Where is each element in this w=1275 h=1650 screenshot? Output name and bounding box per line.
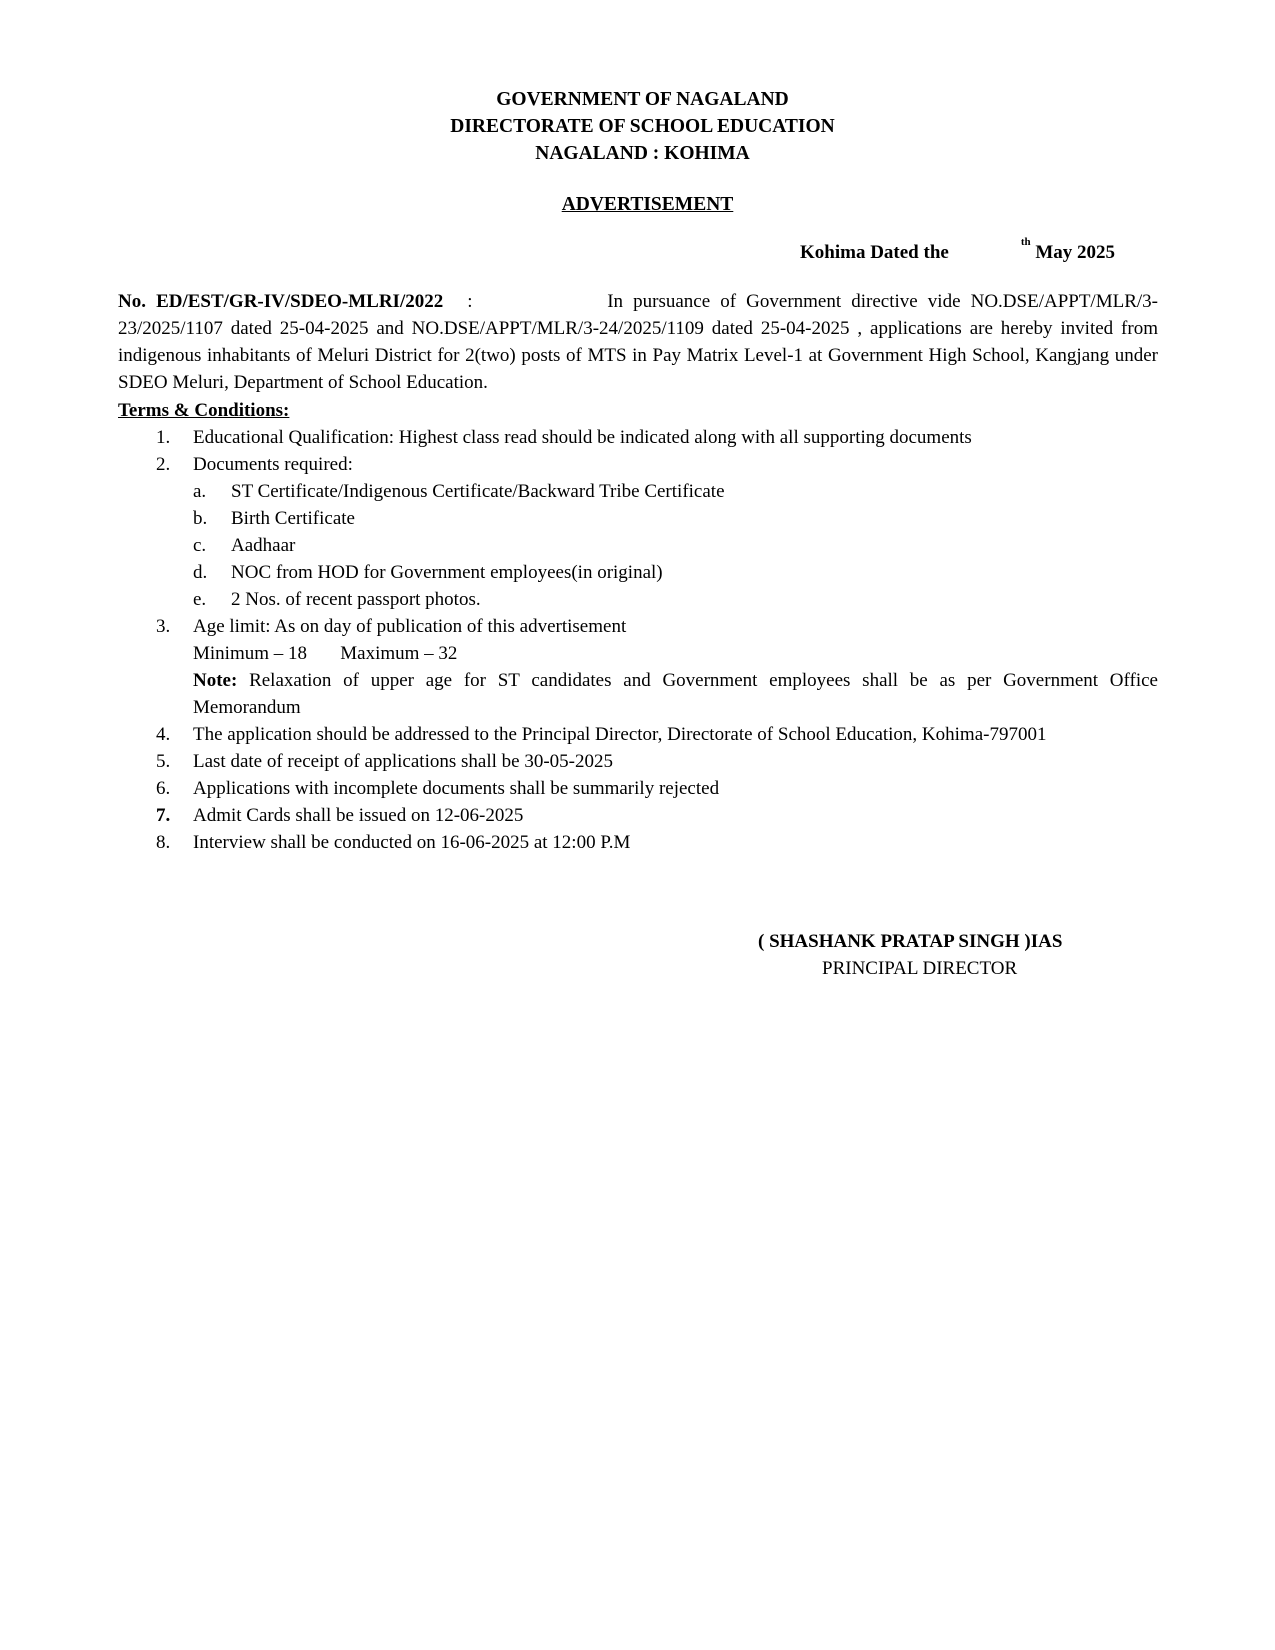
term-text: Admit Cards shall be issued on 12-06-2025 <box>193 805 524 826</box>
age-minimum: Minimum – 18 <box>193 643 308 664</box>
term-number: 5. <box>156 751 171 772</box>
terms-list <box>118 424 1158 856</box>
document-text: Aadhaar <box>231 535 296 556</box>
documents-list <box>193 478 1158 613</box>
term-item-6 <box>118 775 1158 802</box>
header-location: NAGALAND : KOHIMA <box>535 143 750 164</box>
note-label: Note: <box>193 670 238 691</box>
term-item-3 <box>118 613 1158 721</box>
signatory-title: PRINCIPAL DIRECTOR <box>822 958 1018 979</box>
term-text: Last date of receipt of applications shall be 30-05-2025 <box>193 751 613 772</box>
age-maximum: Maximum – 32 <box>340 643 458 664</box>
term-item-7 <box>118 802 1158 829</box>
intro-paragraph <box>118 288 1158 396</box>
term-number: 7. <box>156 805 171 826</box>
term-item-2 <box>118 451 1158 613</box>
document-item-e <box>193 586 1158 613</box>
reference-number: No. ED/EST/GR-IV/SDEO-MLRI/2022 <box>118 291 444 312</box>
term-number: 3. <box>156 616 171 637</box>
document-item-c <box>193 532 1158 559</box>
term-number: 2. <box>156 454 171 475</box>
term-item-5 <box>118 748 1158 775</box>
signatory-name: ( SHASHANK PRATAP SINGH )IAS <box>758 931 1063 952</box>
term-number: 8. <box>156 832 171 853</box>
term-number: 1. <box>156 427 171 448</box>
term-text: Educational Qualification: Highest class read should be indicated along with all supporting documents <box>193 427 972 448</box>
document-text: Birth Certificate <box>231 508 355 529</box>
term-item-4 <box>118 721 1158 748</box>
document-text: NOC from HOD for Government employees(in original) <box>231 562 663 583</box>
term-item-1 <box>118 424 1158 451</box>
date-ordinal-suffix: th <box>1020 236 1031 248</box>
document-letter: e. <box>193 589 207 610</box>
document-item-b <box>193 505 1158 532</box>
term-text: Interview shall be conducted on 16-06-2025 at 12:00 P.M <box>193 832 631 853</box>
term-number: 6. <box>156 778 171 799</box>
document-letter: b. <box>193 508 208 529</box>
document-text: 2 Nos. of recent passport photos. <box>231 589 481 610</box>
term-number: 4. <box>156 724 171 745</box>
intro-text: In pursuance of Government directive vide NO.DSE/APPT/MLR/3-23/2025/1107 dated 25-04-2025 and NO.DSE/APPT/MLR/3-24/2025/1109 dated 25-04-2025 , applications are hereby invited from indigenous inhabitants of Meluri District for 2(two) posts of MTS in Pay Matrix Level-1 at Government High School, Kangjang under SDEO Meluri, Department of School Education. <box>118 291 1158 393</box>
document-item-d <box>193 559 1158 586</box>
age-note <box>193 667 1158 721</box>
term-text: The application should be addressed to the Principal Director, Directorate of School Education, Kohima-797001 <box>193 724 1047 745</box>
document-text: ST Certificate/Indigenous Certificate/Backward Tribe Certificate <box>231 481 725 502</box>
term-text: Documents required: <box>193 454 353 475</box>
date-month-year: May 2025 <box>1035 242 1116 263</box>
date-line <box>800 236 1116 266</box>
terms-heading: Terms & Conditions: <box>118 400 290 421</box>
document-item-a <box>193 478 1158 505</box>
age-range <box>193 640 1158 667</box>
header-directorate: DIRECTORATE OF SCHOOL EDUCATION <box>450 116 835 137</box>
document-title: ADVERTISEMENT <box>561 194 734 215</box>
letterhead <box>0 86 1275 167</box>
document-letter: c. <box>193 535 207 556</box>
document-letter: d. <box>193 562 208 583</box>
reference-colon: : <box>467 291 473 312</box>
term-text: Applications with incomplete documents shall be summarily rejected <box>193 778 720 799</box>
term-item-8 <box>118 829 1158 856</box>
header-government: GOVERNMENT OF NAGALAND <box>496 89 789 110</box>
note-text: Relaxation of upper age for ST candidates and Government employees shall be as per Government Office Memorandum <box>193 670 1158 718</box>
term-text: Age limit: As on day of publication of this advertisement <box>193 616 627 637</box>
document-letter: a. <box>193 481 207 502</box>
signature-block <box>758 928 1158 982</box>
date-prefix: Kohima Dated the <box>800 242 949 263</box>
